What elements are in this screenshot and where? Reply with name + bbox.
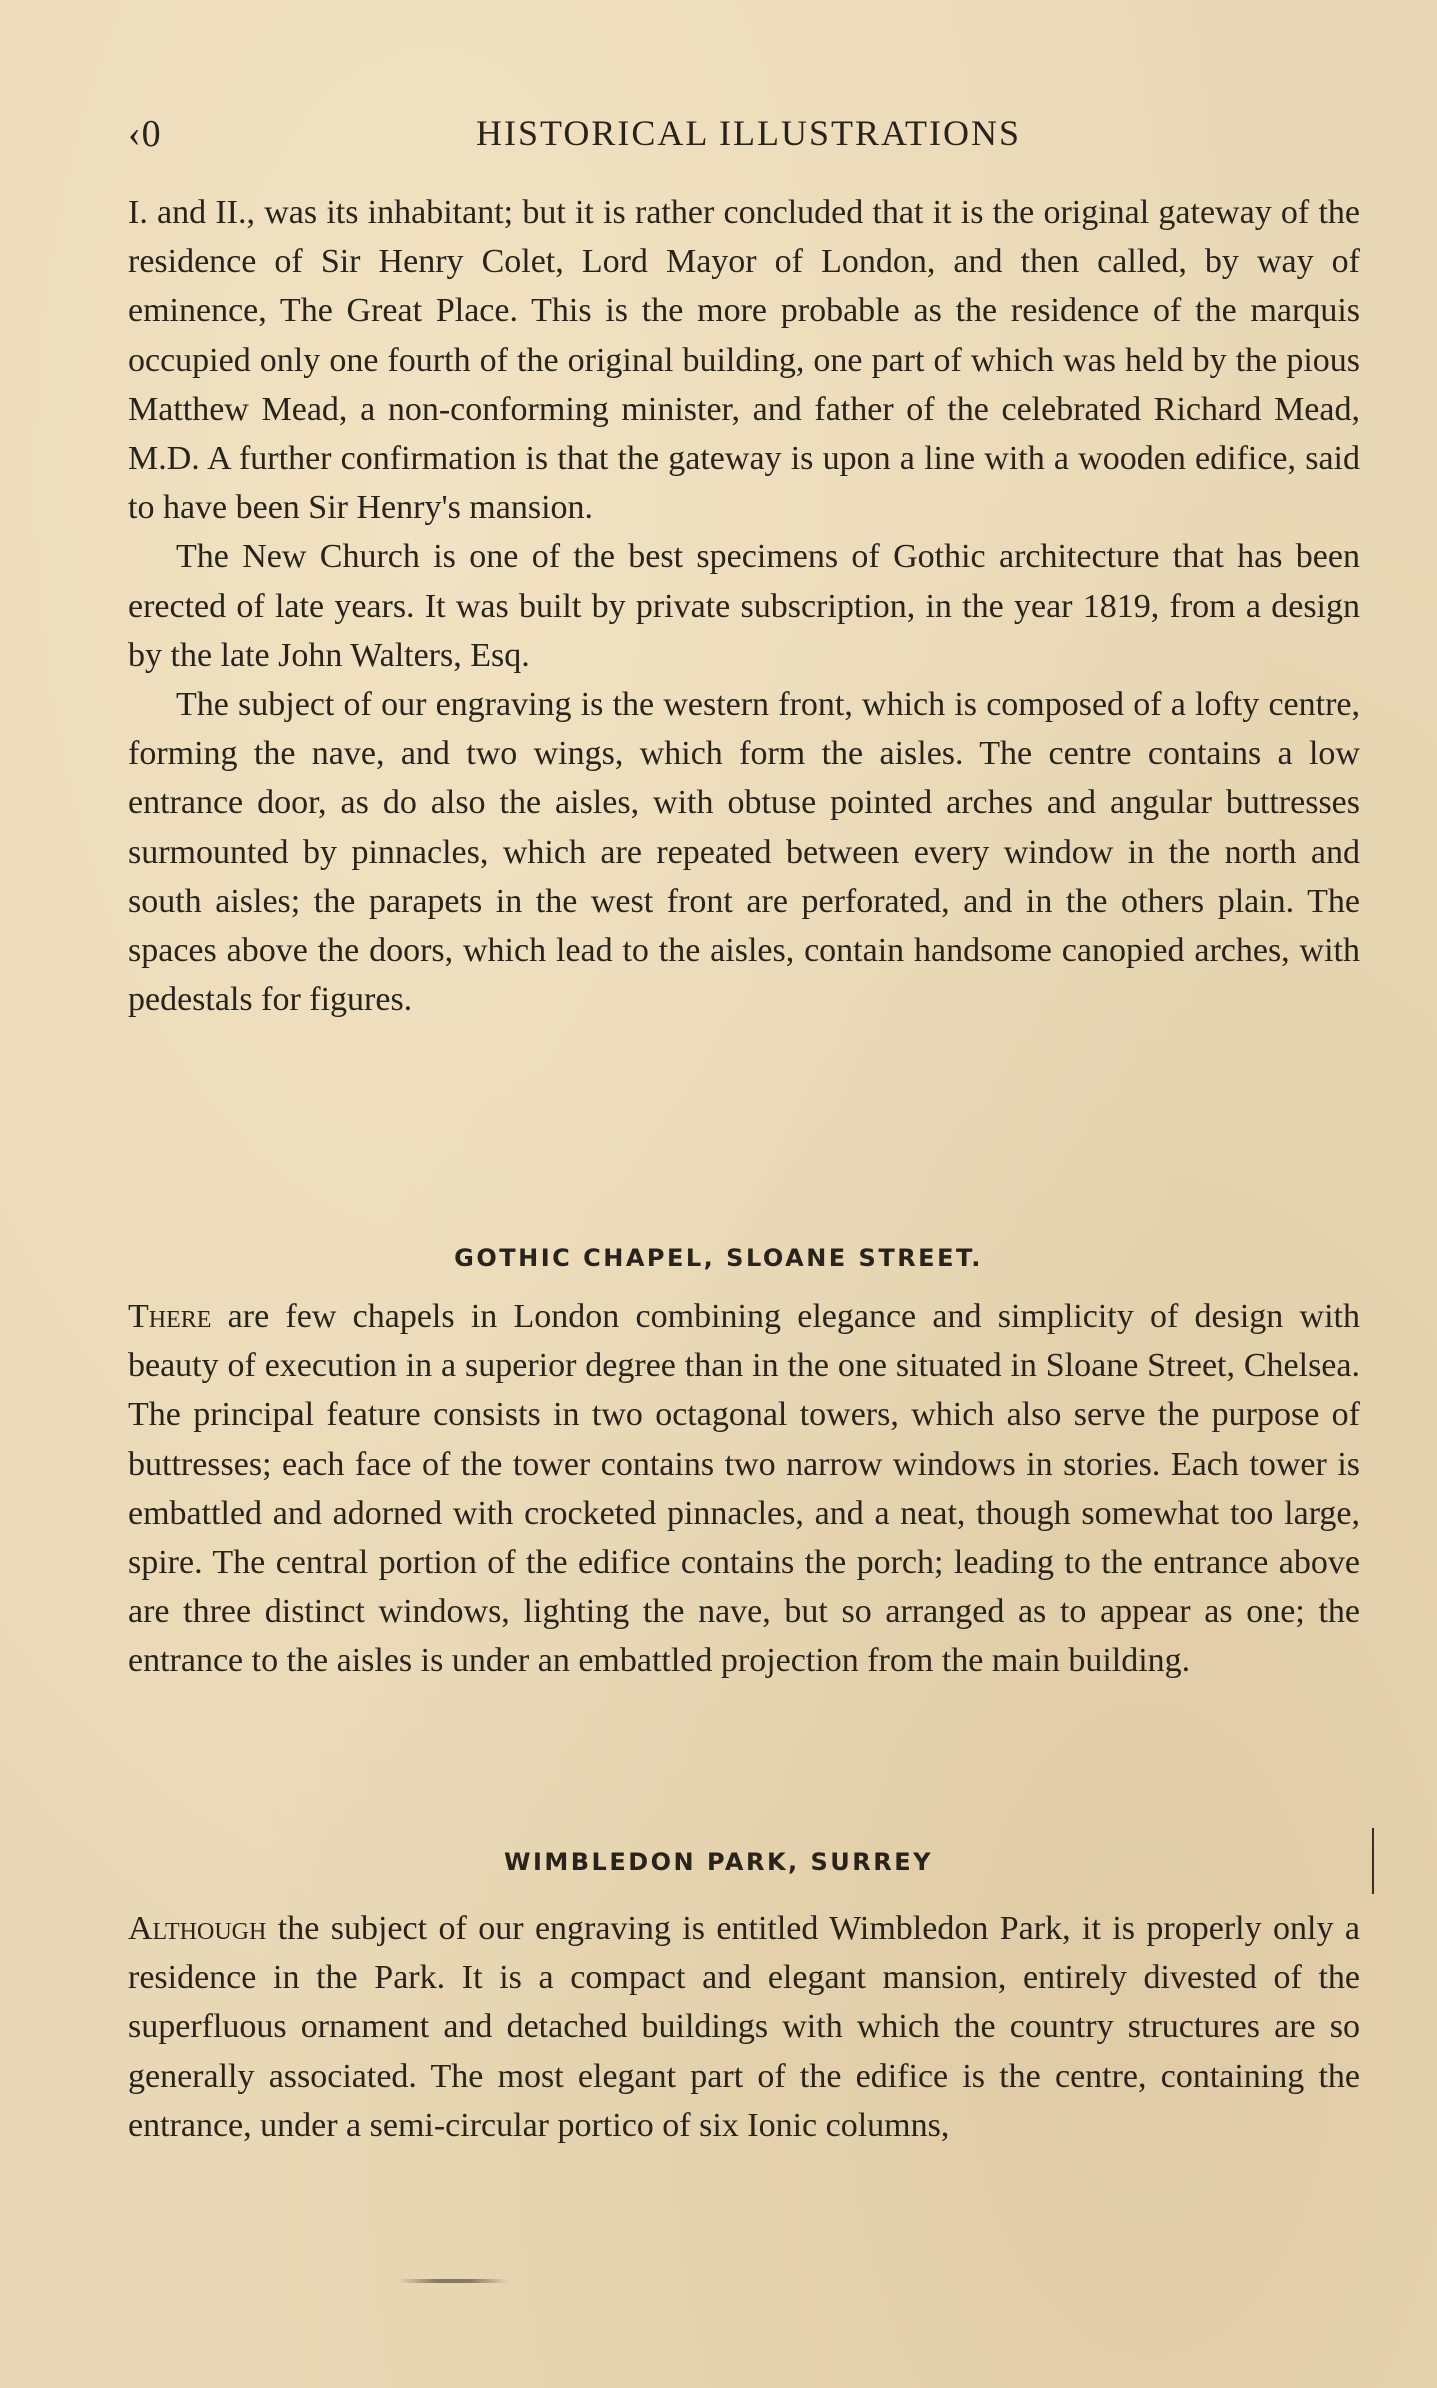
section-2-text bbox=[128, 1292, 1360, 1686]
section-1-text bbox=[128, 188, 1360, 1024]
page-number: ‹0 bbox=[128, 113, 162, 155]
paragraph-3: The subject of our engraving is the western front, which is composed of a lofty centre, forming the nave, and two wings, which form the aisles. The centre contains a low entrance door, as do also the aisles, with obtuse pointed arches and angular buttresses surmounted by pinnacles, which are repeated between every window in the north and south aisles; the parapets in the west front are perforated, and in the others plain. The spaces above the doors, which lead to the aisles, contain handsome canopied arches, with pedestals for figures. bbox=[128, 686, 1360, 1019]
paragraph-wimbledon-park bbox=[128, 1904, 1360, 2150]
paragraph-2: The New Church is one of the best specimens of Gothic architecture that has been erected of late years. It was built by private subscription, in the year 1819, from a design by the late John Walters, Esq. bbox=[128, 538, 1360, 674]
paragraph-1: I. and II., was its inhabitant; but it is rather concluded that it is the original gateway of the residence of Sir Henry Colet, Lord Mayor of London, and then called, by way of eminence, The Great Place. This is the more probable as the residence of the marquis occupied only one fourth of the original building, one part of which was held by the pious Matthew Mead, a non-conforming minister, and father of the celebrated Richard Mead, M.D. A further confirmation is that the gateway is upon a line with a wooden edifice, said to have been Sir Henry's mansion. bbox=[128, 194, 1360, 527]
section-3-text bbox=[128, 1904, 1360, 2150]
lead-word: There bbox=[128, 1298, 212, 1335]
page-header bbox=[128, 112, 1358, 162]
paragraph-body: are few chapels in London combining elegance and simplicity of design with beauty of execution in a superior degree than in the one situated in Sloane Street, Chelsea. The principal feature consists in two octagonal towers, which also serve the purpose of buttresses; each face of the tower contains two narrow windows in stories. Each tower is embattled and adorned with crocketed pinnacles, and a neat, though somewhat too large, spire. The central portion of the edifice contains the porch; leading to the entrance above are three distinct windows, lighting the nave, but so arranged as to appear as one; the entrance to the aisles is under an embattled projection from the main building. bbox=[128, 1298, 1360, 1680]
margin-rule bbox=[1372, 1828, 1374, 1894]
paragraph-body: the subject of our engraving is entitled Wimbledon Park, it is properly only a residence in the Park. It is a compact and elegant mansion, entirely divested of the superfluous ornament and detached buildings with which the country structures are so generally associated. The most elegant part of the edifice is the centre, containing the entrance, under a semi-circular portico of six Ionic columns, bbox=[128, 1910, 1360, 2144]
footer-ink-mark bbox=[398, 2279, 508, 2283]
section-heading-gothic-chapel: GOTHIC CHAPEL, SLOANE STREET. bbox=[454, 1244, 983, 1272]
paragraph-gothic-chapel bbox=[128, 1292, 1360, 1686]
running-title: HISTORICAL ILLUSTRATIONS bbox=[476, 113, 1022, 153]
section-heading-wimbledon-park: WIMBLEDON PARK, SURREY bbox=[503, 1848, 934, 1876]
lead-word: Although bbox=[128, 1910, 267, 1947]
